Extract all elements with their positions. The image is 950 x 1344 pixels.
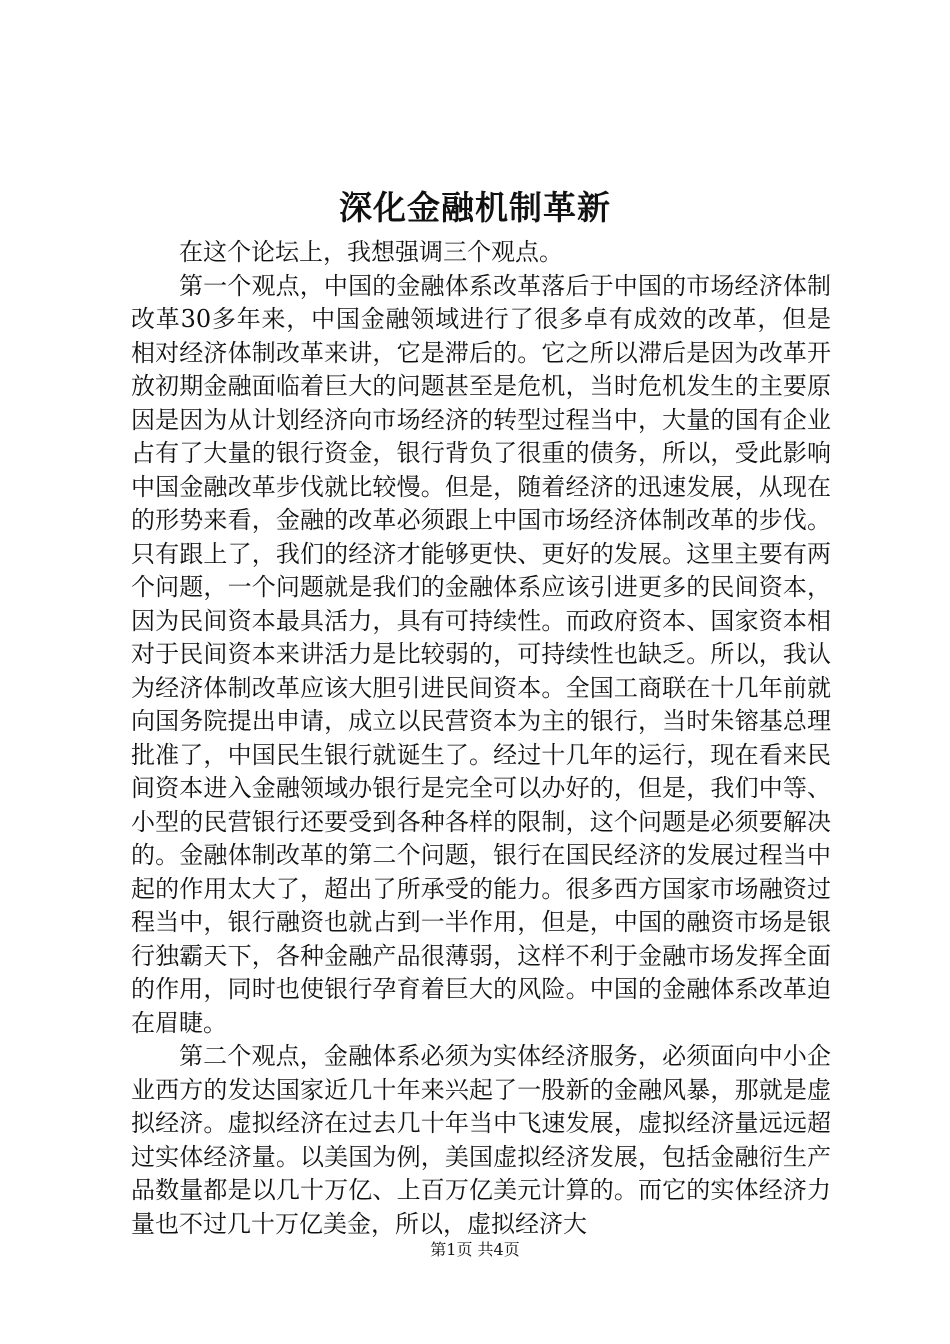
document-body [131, 236, 831, 1241]
paragraph-first-point: 第一个观点，中国的金融体系改革落后于中国的市场经济体制改革30多年来，中国金融领域进行了很多卓有成效的改革，但是相对经济体制改革来讲，它是滞后的。它之所以滞后是因为改革开放初期金融面临着巨大的问题甚至是危机，当时危机发生的主要原因是因为从计划经济向市场经济的转型过程当中，大量的国有企业占有了大量的银行资金，银行背负了很重的债务，所以，受此影响中国金融改革步伐就比较慢。但是，随着经济的迅速发展，从现在的形势来看，金融的改革必须跟上中国市场经济体制改革的步伐。只有跟上了，我们的经济才能够更快、更好的发展。这里主要有两个问题，一个问题就是我们的金融体系应该引进更多的民间资本，因为民间资本最具活力，具有可持续性。而政府资本、国家资本相对于民间资本来讲活力是比较弱的，可持续性也缺乏。所以，我认为经济体制改革应该大胆引进民间资本。全国工商联在十几年前就向国务院提出申请，成立以民营资本为主的银行，当时朱镕基总理批准了，中国民生银行就诞生了。经过十几年的运行，现在看来民间资本进入金融领域办银行是完全可以办好的，但是，我们中等、小型的民营银行还要受到各种各样的限制，这个问题是必须要解决的。金融体制改革的第二个问题，银行在国民经济的发展过程当中起的作用太大了，超出了所承受的能力。很多西方国家市场融资过程当中，银行融资也就占到一半作用，但是，中国的融资市场是银行独霸天下，各种金融产品很薄弱，这样不利于金融市场发挥全面的作用，同时也使银行孕育着巨大的风险。中国的金融体系改革迫在眉睫。 [131, 271, 831, 1037]
paragraph-second-point: 第二个观点，金融体系必须为实体经济服务，必须面向中小企业西方的发达国家近几十年来兴起了一股新的金融风暴，那就是虚拟经济。虚拟经济在过去几十年当中飞速发展，虚拟经济量远远超过实体经济量。以美国为例，美国虚拟经济发展，包括金融衍生产品数量都是以几十万亿、上百万亿美元计算的。而它的实体经济力量也不过几十万亿美金，所以，虚拟经济大 [131, 1042, 831, 1238]
page-footer: 第1页 共4页 [430, 1240, 520, 1259]
document-title: 深化金融机制革新 [339, 188, 611, 227]
paragraph-intro: 在这个论坛上，我想强调三个观点。 [179, 238, 563, 266]
